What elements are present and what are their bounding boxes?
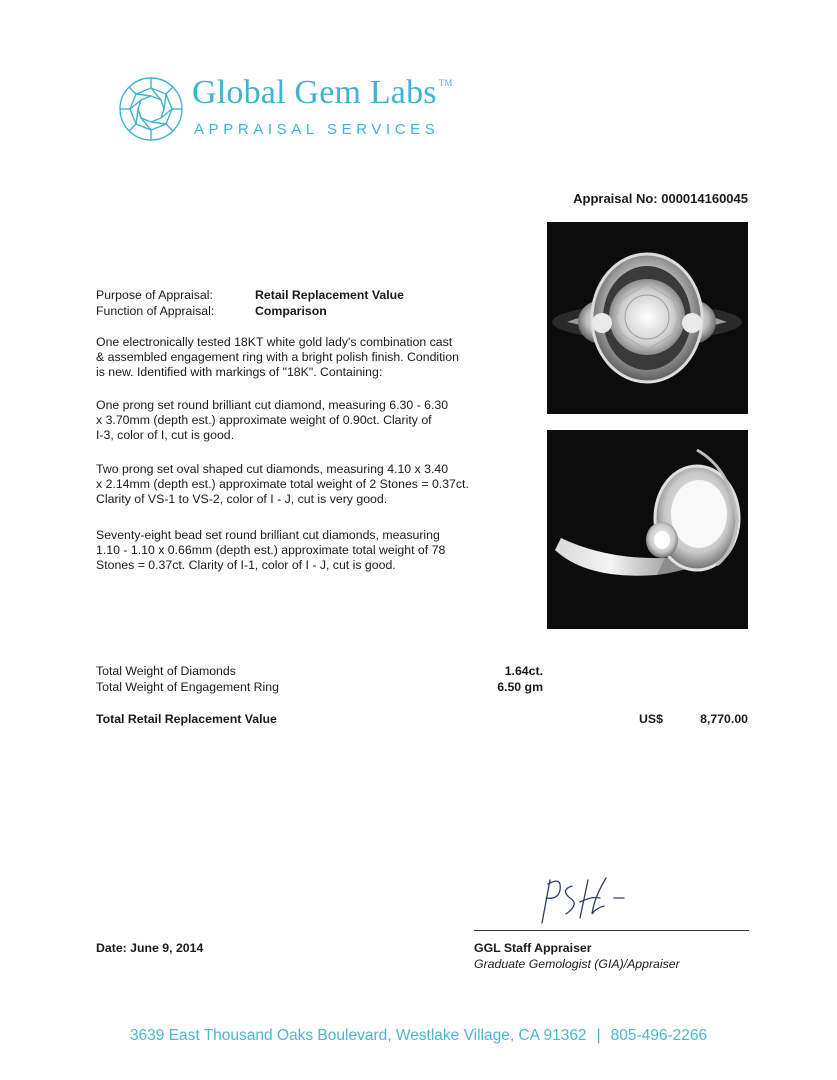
total-diamonds-label: Total Weight of Diamonds: [96, 664, 236, 678]
total-retail-currency: US$: [639, 712, 663, 726]
appraiser-signature: [530, 868, 640, 928]
appraisal-number: Appraisal No: 000014160045: [573, 191, 748, 206]
ring-photo-bottom: [547, 430, 748, 629]
footer-phone: 805-496-2266: [610, 1027, 708, 1044]
gem-logo-icon: [118, 76, 184, 142]
total-retail-label: Total Retail Replacement Value: [96, 712, 277, 726]
total-retail-amount: 8,770.00: [700, 712, 748, 726]
brand-name-text: Global Gem Labs: [192, 74, 437, 111]
footer-contact: [0, 1027, 837, 1045]
total-diamonds-value: 1.64ct.: [504, 664, 543, 678]
ring-front-image: [547, 222, 748, 414]
appraisal-date: Date: June 9, 2014: [96, 941, 204, 955]
brand-trademark: TM: [438, 78, 453, 88]
total-ring-label: Total Weight of Engagement Ring: [96, 680, 279, 694]
brand-name: [192, 74, 453, 112]
brand-subtitle: APPRAISAL SERVICES: [194, 121, 440, 138]
function-value: Comparison: [255, 304, 327, 318]
function-label: Function of Appraisal:: [96, 304, 215, 318]
total-ring-value: 6.50 gm: [497, 680, 543, 694]
ring-side-image: [547, 430, 748, 629]
description-center-stone: One prong set round brilliant cut diamond, measuring 6.30 - 6.30 x 3.70mm (depth est.) approximate weight of 0.90ct. Clarity of I-3, color of I, cut is good.: [96, 398, 449, 442]
appraiser-title: GGL Staff Appraiser: [474, 941, 592, 955]
description-intro: One electronically tested 18KT white gold lady's combination cast & assembled engagement ring with a bright polish finish. Condition is new. Identified with markings of "18K". Containing:: [96, 335, 459, 379]
purpose-value: Retail Replacement Value: [255, 288, 404, 302]
description-side-stones: Two prong set oval shaped cut diamonds, measuring 4.10 x 3.40 x 2.14mm (depth est.) approximate total weight of 2 Stones = 0.37ct. Clarity of VS-1 to VS-2, color of I - J, cut is very good.: [96, 462, 469, 506]
footer-address: 3639 East Thousand Oaks Boulevard, Westlake Village, CA 91362: [129, 1027, 587, 1044]
appraiser-credential: Graduate Gemologist (GIA)/Appraiser: [474, 957, 680, 971]
footer-separator: |: [596, 1027, 601, 1044]
description-bead-stones: Seventy-eight bead set round brilliant cut diamonds, measuring 1.10 - 1.10 x 0.66mm (depth est.) approximate total weight of 78 Stones = 0.37ct. Clarity of I-1, color of I - J, cut is good.: [96, 528, 446, 572]
ring-photo-top: [547, 222, 748, 414]
purpose-label: Purpose of Appraisal:: [96, 288, 213, 302]
signature-line: [474, 930, 749, 931]
